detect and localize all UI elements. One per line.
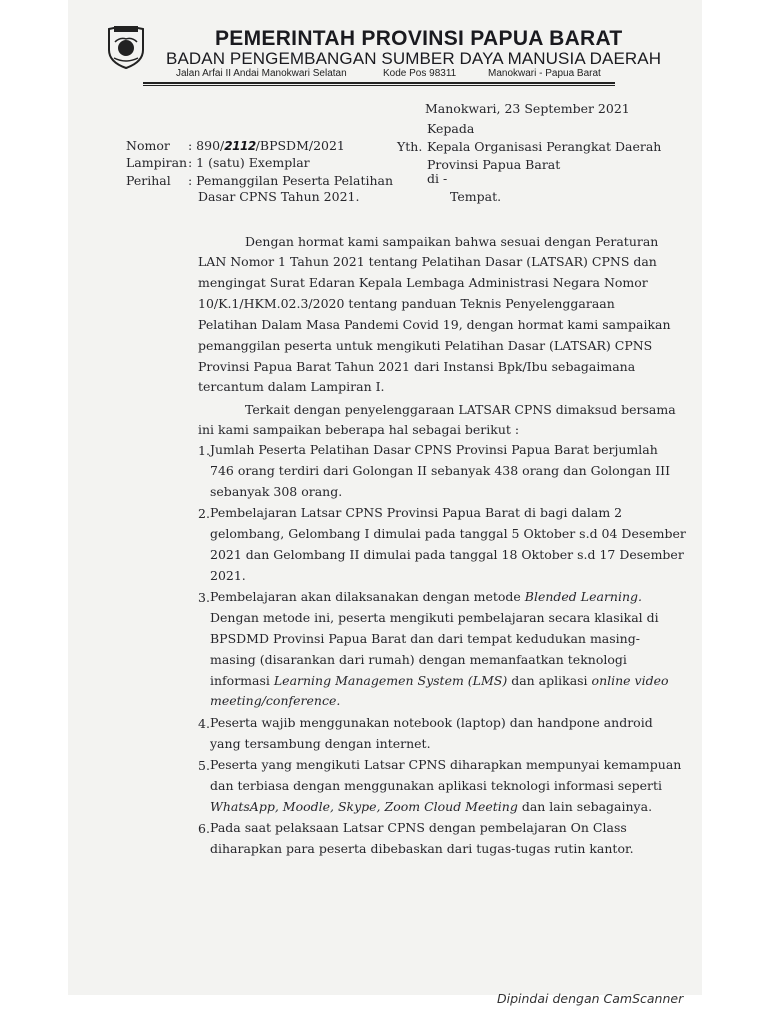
item-line: diharapkan para peserta dibebaskan dari tugas-tugas rutin kantor.	[210, 841, 634, 856]
perihal-value-2: Dasar CPNS Tahun 2021.	[198, 189, 360, 204]
letterhead-rule	[143, 82, 615, 84]
letterhead-government: PEMERINTAH PROVINSI PAPUA BARAT	[215, 27, 623, 50]
para1-line: pemanggilan peserta untuk mengikuti Pelatihan Dasar (LATSAR) CPNS	[198, 338, 653, 353]
scanner-watermark: Dipindai dengan CamScanner	[497, 991, 684, 1006]
item-line: 2021.	[210, 568, 246, 583]
item-line: meeting/conference.	[210, 693, 341, 708]
item-line: masing (disarankan dari rumah) dengan memanfaatkan teknologi	[210, 652, 627, 667]
item-line: Dengan metode ini, peserta mengikuti pembelajaran secara klasikal di	[210, 610, 659, 625]
perihal-value-1: : Pemanggilan Peserta Pelatihan	[188, 173, 394, 188]
lampiran-value: : 1 (satu) Exemplar	[188, 155, 310, 170]
para1-line: 10/K.1/HKM.02.3/2020 tentang panduan Teknis Penyelenggaraan	[198, 296, 615, 311]
handwritten-number: 2112	[224, 139, 256, 153]
letterhead-postcode: Kode Pos 98311	[383, 68, 457, 79]
item-number: 1.	[198, 443, 210, 458]
letterhead-rule-thin	[143, 85, 615, 86]
item-line: 2021 dan Gelombang II dimulai pada tanggal 18 Oktober s.d 17 Desember	[210, 547, 684, 562]
item-line: Peserta yang mengikuti Latsar CPNS diharapkan mempunyai kemampuan	[210, 757, 682, 772]
place-date: Manokwari, 23 September 2021	[425, 101, 630, 116]
item-line: Peserta wajib menggunakan notebook (laptop) dan handpone android	[210, 715, 653, 730]
item-number: 6.	[198, 821, 210, 836]
perihal-label: Perihal	[126, 173, 171, 188]
item-line: WhatsApp, Moodle, Skype, Zoom Cloud Meeting dan lain sebagainya.	[210, 799, 653, 814]
addressee-yth: Yth.	[397, 139, 423, 154]
para2-line: Terkait dengan penyelenggaraan LATSAR CPNS dimaksud bersama	[245, 402, 676, 417]
item-line: Pembelajaran Latsar CPNS Provinsi Papua Barat di bagi dalam 2	[210, 505, 623, 520]
addressee-line1: Kepala Organisasi Perangkat Daerah	[427, 139, 662, 154]
addressee-tempat: Tempat.	[450, 189, 502, 204]
item-line: Pada saat pelaksaan Latsar CPNS dengan pembelajaran On Class	[210, 820, 627, 835]
coat-of-arms-logo	[106, 22, 146, 70]
para1-line: tercantum dalam Lampiran I.	[198, 379, 385, 394]
item-line: 746 orang terdiri dari Golongan II sebanyak 438 orang dan Golongan III	[210, 463, 671, 478]
para1-line: mengingat Surat Edaran Kepala Lembaga Administrasi Negara Nomor	[198, 275, 648, 290]
nomor-value: : 890/2112/BPSDM/2021	[188, 138, 345, 153]
item-line: informasi Learning Managemen System (LMS) dan aplikasi online video	[210, 673, 669, 688]
letterhead-city: Manokwari - Papua Barat	[488, 68, 601, 79]
item-number: 3.	[198, 590, 210, 605]
para1-line: LAN Nomor 1 Tahun 2021 tentang Pelatihan Dasar (LATSAR) CPNS dan	[198, 254, 657, 269]
letterhead-address: Jalan Arfai II Andai Manokwari Selatan	[176, 68, 347, 79]
nomor-label: Nomor	[126, 138, 170, 153]
item-line: BPSDMD Provinsi Papua Barat dan dari tempat kedudukan masing-	[210, 631, 640, 646]
item-line: Jumlah Peserta Pelatihan Dasar CPNS Provinsi Papua Barat berjumlah	[210, 442, 658, 457]
item-number: 4.	[198, 716, 210, 731]
item-line: dan terbiasa dengan menggunakan aplikasi teknologi informasi seperti	[210, 778, 663, 793]
item-number: 5.	[198, 758, 210, 773]
lampiran-label: Lampiran	[126, 155, 188, 170]
para1-line: Provinsi Papua Barat Tahun 2021 dari Instansi Bpk/Ibu sebagaimana	[198, 359, 636, 374]
item-line: Pembelajaran akan dilaksanakan dengan metode Blended Learning.	[210, 589, 642, 604]
addressee-di: di -	[427, 171, 448, 186]
item-line: yang tersambung dengan internet.	[210, 736, 431, 751]
para1-line: Pelatihan Dalam Masa Pandemi Covid 19, dengan hormat kami sampaikan	[198, 317, 671, 332]
para1-line: Dengan hormat kami sampaikan bahwa sesuai dengan Peraturan	[245, 234, 659, 249]
item-line: gelombang, Gelombang I dimulai pada tanggal 5 Oktober s.d 04 Desember	[210, 526, 686, 541]
item-number: 2.	[198, 506, 210, 521]
item-line: sebanyak 308 orang.	[210, 484, 343, 499]
letterhead-agency: BADAN PENGEMBANGAN SUMBER DAYA MANUSIA DAERAH	[166, 49, 662, 68]
addressee-kepada: Kepada	[427, 121, 475, 136]
addressee-line2: Provinsi Papua Barat	[427, 157, 561, 172]
para2-line: ini kami sampaikan beberapa hal sebagai berikut :	[198, 422, 520, 437]
